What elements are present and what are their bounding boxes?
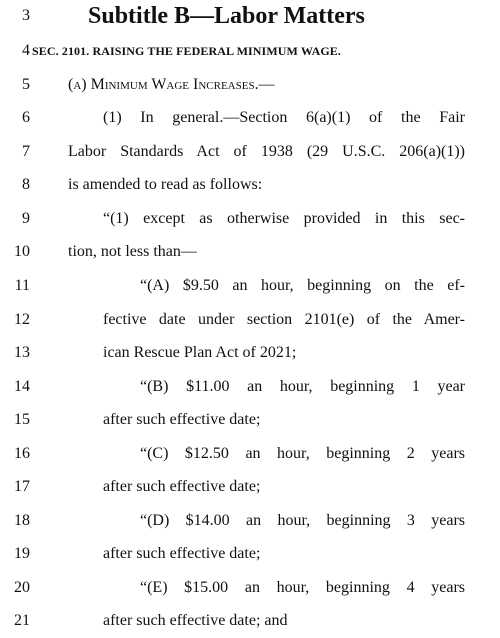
paragraph-line: “(E) $15.00 an hour, beginning 4 years [140, 579, 465, 596]
line-number: 5 [22, 76, 30, 93]
paragraph-line: ican Rescue Plan Act of 2021; [103, 344, 297, 361]
section-heading: SEC. 2101. RAISING THE FEDERAL MINIMUM WAGE. [32, 44, 341, 58]
paragraph-line: “(1) except as otherwise provided in this sec- [103, 210, 465, 227]
line-number: 21 [14, 612, 30, 629]
line-number: 19 [14, 545, 30, 562]
paragraph-line: after such effective date; [103, 411, 261, 428]
paragraph-line: (1) In general.—Section 6(a)(1) of the Fair [103, 109, 465, 126]
line-number: 4 [22, 42, 30, 59]
line-number: 10 [14, 243, 30, 260]
line-number: 6 [22, 109, 30, 126]
line-number: 3 [22, 7, 30, 24]
line-number: 7 [22, 143, 30, 160]
line-number: 18 [14, 512, 30, 529]
paragraph-line: after such effective date; and [103, 612, 288, 629]
line-number: 8 [22, 176, 30, 193]
line-number: 9 [22, 210, 30, 227]
line-number: 17 [14, 478, 30, 495]
line-number: 20 [14, 579, 30, 596]
subtitle-heading: Subtitle B—Labor Matters [88, 3, 365, 29]
line-number: 15 [14, 411, 30, 428]
line-number: 13 [14, 344, 30, 361]
paragraph-line: “(A) $9.50 an hour, beginning on the ef- [140, 277, 465, 294]
paragraph-line: is amended to read as follows: [68, 176, 263, 193]
paragraph-line: tion, not less than— [68, 243, 197, 260]
line-number: 11 [14, 277, 30, 294]
paragraph-line: Labor Standards Act of 1938 (29 U.S.C. 206(a)(1)) [68, 143, 465, 160]
paragraph-line: “(D) $14.00 an hour, beginning 3 years [140, 512, 465, 529]
line-number: 12 [14, 311, 30, 328]
paragraph-line: “(C) $12.50 an hour, beginning 2 years [140, 445, 465, 462]
paragraph-line: after such effective date; [103, 545, 261, 562]
paragraph-line: “(B) $11.00 an hour, beginning 1 year [140, 378, 465, 395]
paragraph-line: fective date under section 2101(e) of the Amer- [103, 311, 465, 328]
line-number: 16 [14, 445, 30, 462]
paragraph-line: after such effective date; [103, 478, 261, 495]
line-number: 14 [14, 378, 30, 395]
subsection-heading: (a) Minimum Wage Increases.— [68, 76, 275, 93]
